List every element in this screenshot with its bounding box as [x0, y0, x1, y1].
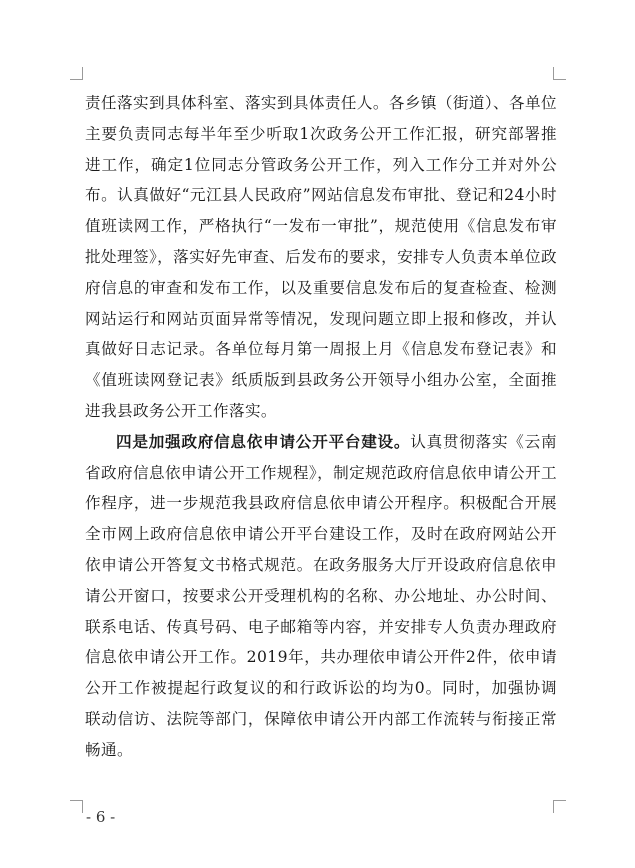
paragraph-2-lead: 四是加强政府信息依申请公开平台建设。: [116, 431, 411, 451]
page-number: - 6 -: [86, 808, 116, 826]
crop-mark-bottom-left: [70, 800, 83, 813]
crop-mark-bottom-right: [553, 800, 566, 813]
paragraph-1: 责任落实到具体科室、落实到具体责任人。各乡镇（街道）、各单位主要负责同志每半年至少听取1次政务公开工作汇报，研究部署推进工作，确定1位同志分管政务公开工作，列入工作分工并对外公布。认真做好“元江县人民政府”网站信息发布审批、登记和24小时值班读网工作，严格执行“一发布一审批”，规范使用《信息发布审批处理签》，落实好先审查、后发布的要求，安排专人负责本单位政府信息的审查和发布工作，以及重要信息发布后的复查检查、检测网站运行和网站页面异常等情况，发现问题立即上报和修改，并认真做好日志记录。各单位每月第一周报上月《信息发布登记表》和《值班读网登记表》纸质版到县政务公开领导小组办公室，全面推进我县政务公开工作落实。: [85, 94, 558, 420]
crop-mark-top-right: [553, 67, 566, 80]
paragraph-2-body: 认真贯彻落实《云南省政府信息依申请公开工作规程》，制定规范政府信息依申请公开工作程序，进一步规范我县政府信息依申请公开程序。积极配合开展全市网上政府信息依申请公开平台建设工作，及时在政府网站公开依申请公开答复文书格式规范。在政务服务大厅开设政府信息依申请公开窗口，按要求公开受理机构的名称、办公地址、办公时间、联系电话、传真号码、电子邮箱等内容，并安排专人负责办理政府信息依申请公开工作。2019年，共办理依申请公开件2件，依申请公开工作被提起行政复议的和行政诉讼的均为0。同时，加强协调联动信访、法院等部门，保障依申请公开内部工作流转与衔接正常畅通。: [85, 432, 558, 759]
crop-mark-top-left: [70, 67, 83, 80]
body-text: [85, 88, 557, 766]
paragraph-2: [85, 427, 557, 766]
